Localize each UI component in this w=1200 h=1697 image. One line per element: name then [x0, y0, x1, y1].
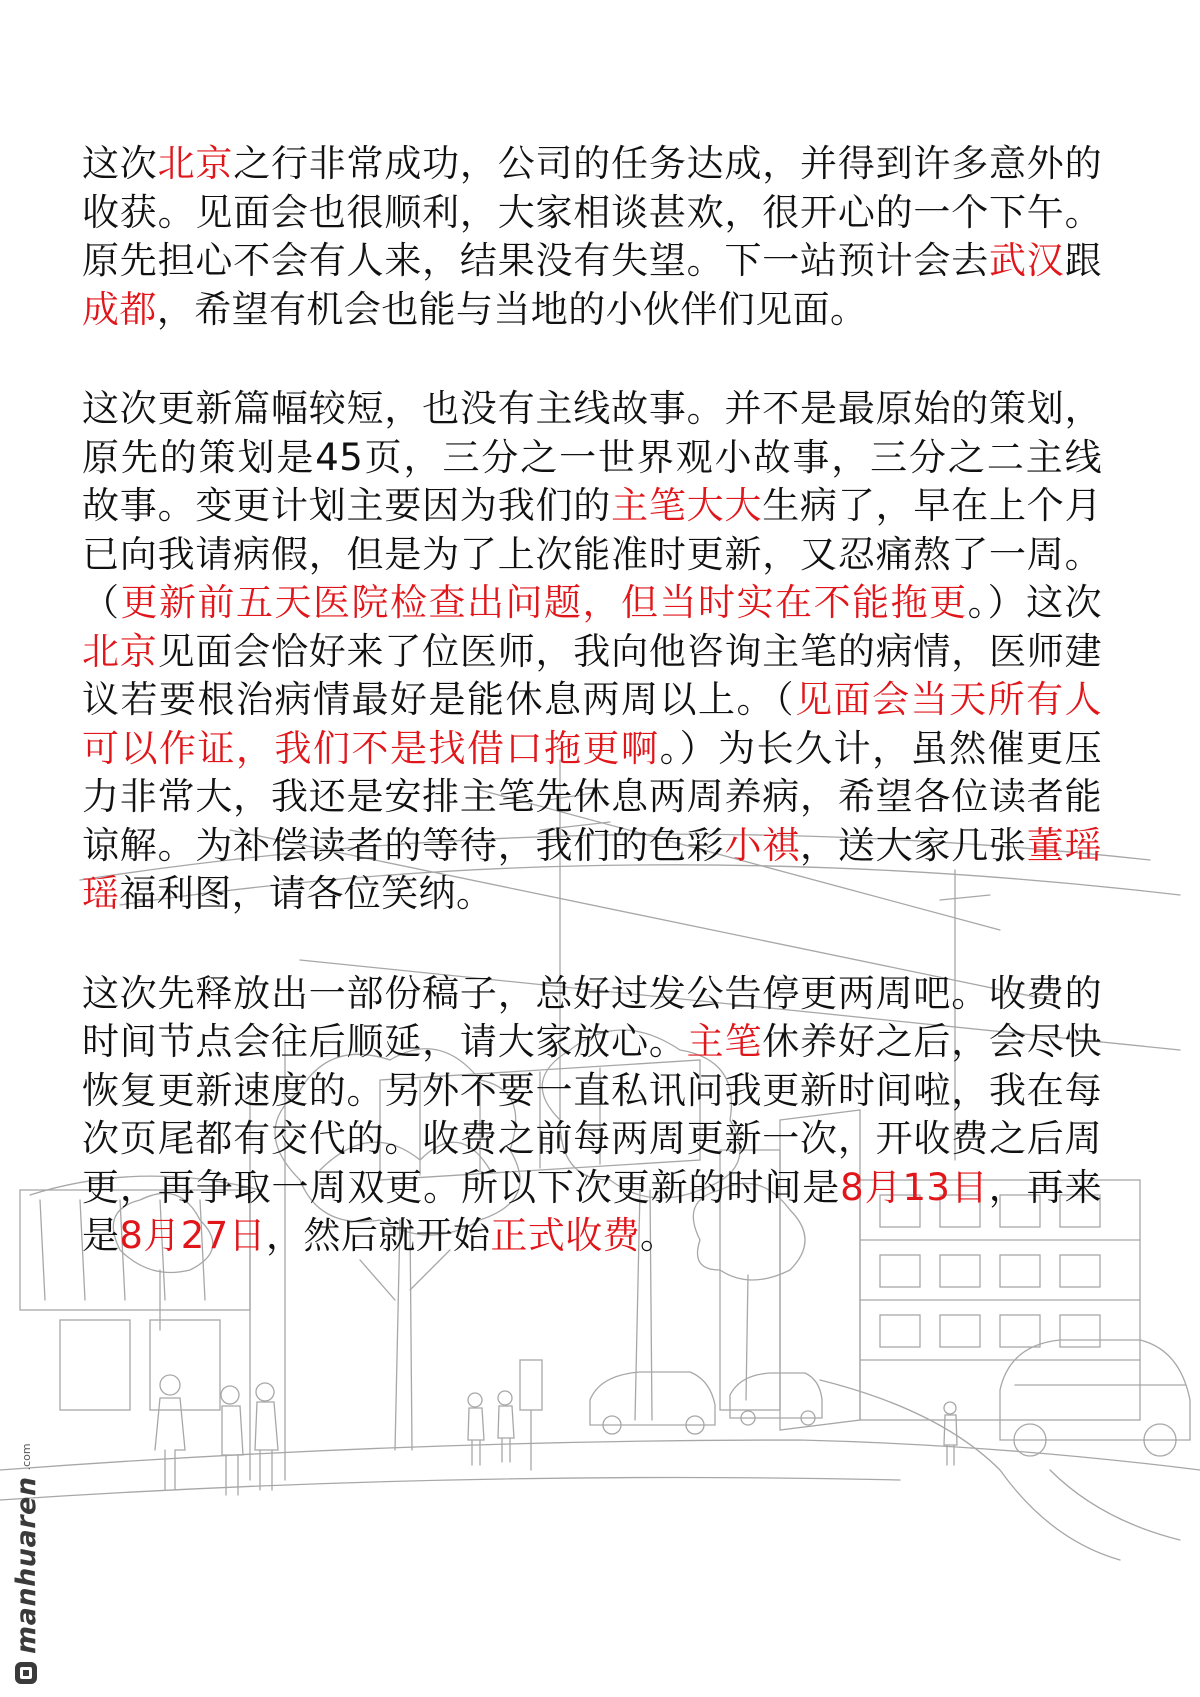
watermark-domain-suffix: .com	[19, 1443, 33, 1471]
notice-paragraph-1: 这次北京之行非常成功，公司的任务达成，并得到许多意外的收获。见面会也很顺利，大家相谈甚欢，很开心的一个下午。原先担心不会有人来，结果没有失望。下一站预计会去武汉跟成都，希望有机会也能与当地的小伙伴们见面。	[82, 142, 1102, 331]
highlight-location: 武汉	[989, 239, 1065, 282]
highlight-date: 8月27日	[119, 1214, 267, 1257]
highlight-location: 成都	[82, 287, 157, 331]
manhuaren-watermark	[6, 1440, 46, 1690]
watermark-brand: manhuaren	[10, 1476, 42, 1654]
notice-paragraph-3: 这次先释放出一部份稿子，总好过发公告停更两周吧。收费的时间节点会往后顺延，请大家放心。主笔休养好之后，会尽快恢复更新速度的。另外不要一直私讯问我更新时间啦，我在每次页尾都有交代的。收费之前每两周更新一次，开收费之后周更，再争取一周双更。所以下次更新的时间是8月13日，再来是8月27日，然后就开始正式收费。	[82, 971, 1103, 1257]
highlight-phrase: 正式收费	[490, 1214, 641, 1257]
highlight-phrase: 更新前五天医院检查出问题，但当时实在不能拖更	[120, 581, 968, 624]
manhuaren-logo-icon	[13, 1660, 39, 1686]
highlight-date: 8月13日	[840, 1165, 989, 1209]
notice-paragraph-2: 这次更新篇幅较短，也没有主线故事。并不是最原始的策划，原先的策划是45页，三分之一世界观小故事，三分之二主线故事。变更计划主要因为我们的主笔大大生病了，早在上个月已向我请病假，但是为了上次能准时更新，又忍痛熬了一周。（更新前五天医院检查出问题，但当时实在不能拖更。）这次北京见面会恰好来了位医师，我向他咨询主笔的病情，医师建议若要根治病情最好是能休息两周以上。（见面会当天所有人可以作证，我们不是找借口拖更啊。）为长久计，虽然催更压力非常大，我还是安排主笔先休息两周养病，希望各位读者能谅解。为补偿读者的等待，我们的色彩小祺，送大家几张董瑶瑶福利图，请各位笑纳。	[82, 387, 1103, 915]
highlight-phrase: 主笔大大	[611, 484, 763, 527]
highlight-location: 北京	[82, 629, 158, 673]
highlight-name: 董瑶瑶	[82, 823, 1102, 915]
highlight-phrase: 见面会当天所有人可以作证，我们不是找借口拖更啊	[82, 678, 1103, 770]
highlight-phrase: 主笔	[686, 1020, 763, 1063]
highlight-name: 小祺	[724, 823, 801, 867]
highlight-location: 北京	[157, 142, 234, 185]
notice-text-block	[82, 140, 1102, 1261]
